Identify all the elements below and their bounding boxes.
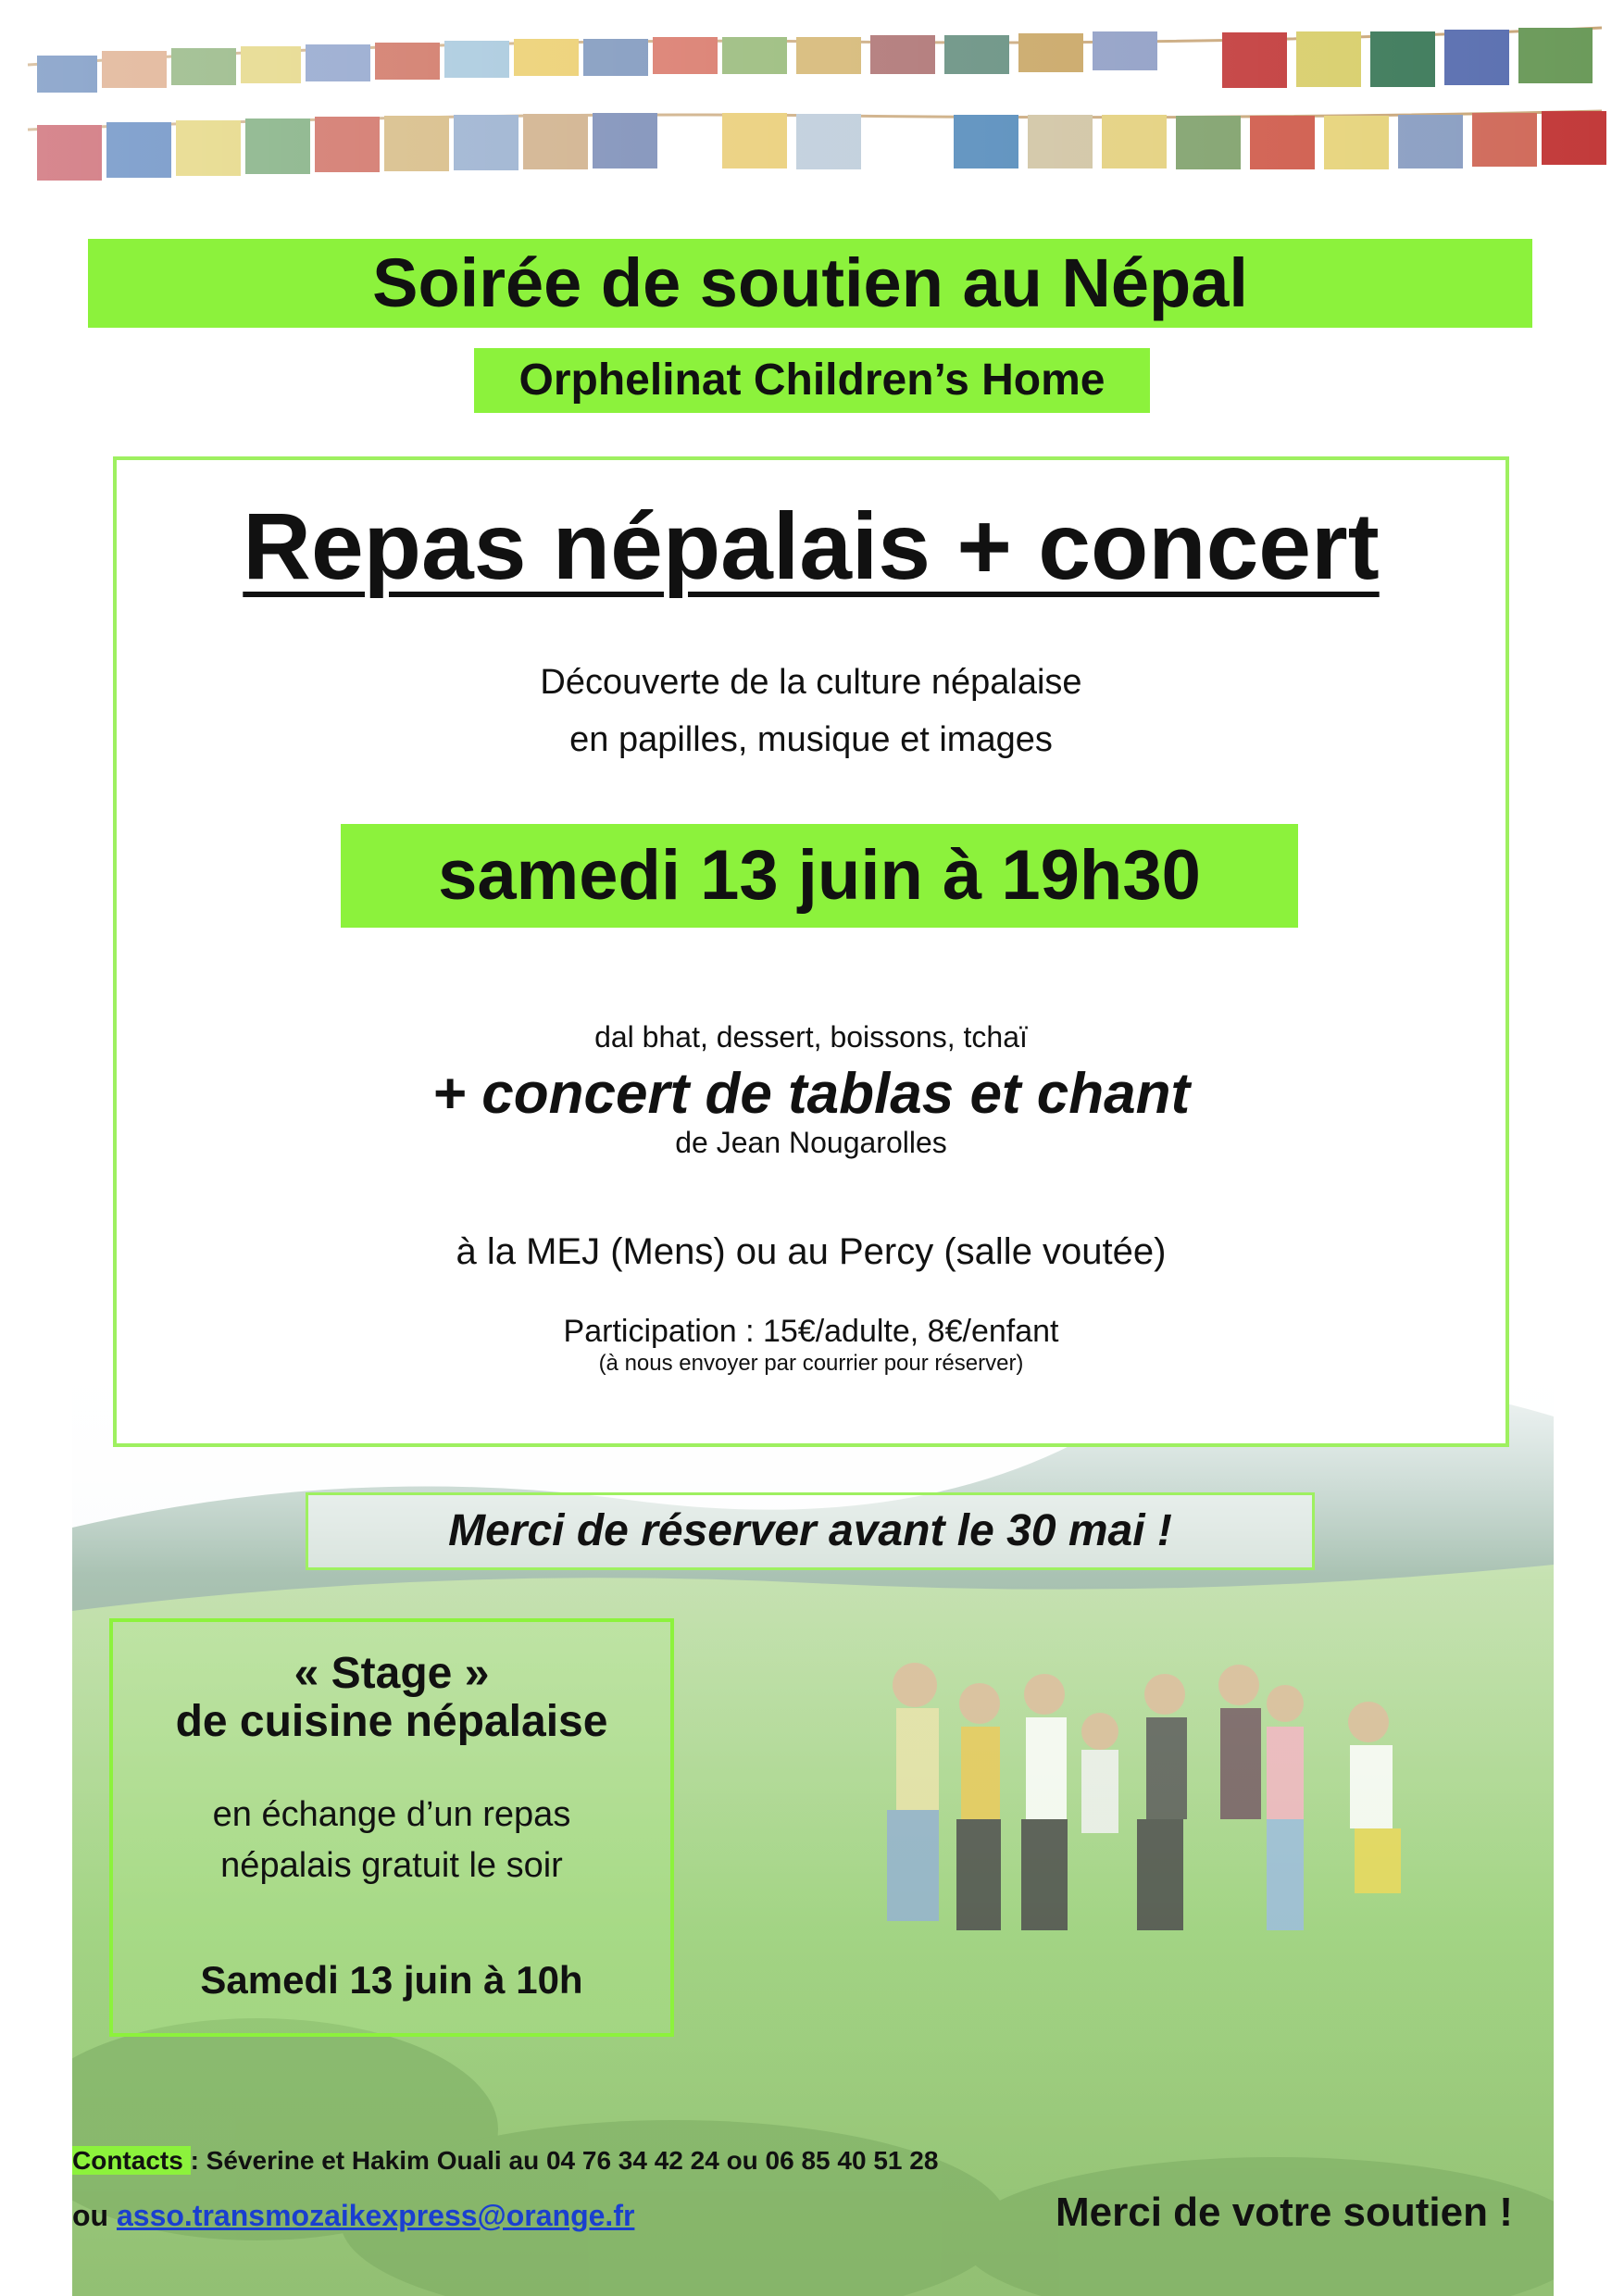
event-box bbox=[113, 456, 1509, 1447]
stage-title-line1: « Stage » bbox=[294, 1649, 490, 1698]
event-price-note: (à nous envoyer par courrier pour réserver) bbox=[598, 1351, 1024, 1376]
email-line bbox=[72, 2196, 634, 2235]
event-date: samedi 13 juin à 19h30 bbox=[438, 836, 1201, 915]
stage-title-line2: de cuisine népalaise bbox=[175, 1697, 608, 1746]
stage-description-line2: népalais gratuit le soir bbox=[220, 1846, 563, 1885]
email-link[interactable]: asso.transmozaikexpress@orange.fr bbox=[116, 2199, 635, 2232]
event-price: Participation : 15€/adulte, 8€/enfant bbox=[563, 1314, 1059, 1349]
event-concert: + concert de tablas et chant bbox=[431, 1062, 1191, 1126]
event-description-line2: en papilles, musique et images bbox=[569, 720, 1053, 759]
event-title-text: Repas népalais + concert bbox=[243, 493, 1380, 599]
email-prefix: ou bbox=[72, 2199, 117, 2232]
event-title bbox=[113, 491, 1509, 602]
event-venue: à la MEJ (Mens) ou au Percy (salle voutée) bbox=[456, 1231, 1167, 1272]
page-title: Soirée de soutien au Népal bbox=[372, 244, 1248, 321]
prayer-flags-image bbox=[0, 0, 1624, 222]
stage-description-line1: en échange d’un repas bbox=[212, 1795, 571, 1834]
event-description-line1: Découverte de la culture népalaise bbox=[540, 663, 1082, 702]
reserve-text: Merci de réserver avant le 30 mai ! bbox=[448, 1506, 1172, 1555]
page-subtitle: Orphelinat Children’s Home bbox=[518, 356, 1106, 405]
contacts-line bbox=[72, 2142, 938, 2179]
thanks-text: Merci de votre soutien ! bbox=[1056, 2190, 1513, 2235]
contacts-label: Contacts bbox=[72, 2146, 191, 2175]
stage-date: Samedi 13 juin à 10h bbox=[200, 1958, 583, 2002]
event-artist: de Jean Nougarolles bbox=[675, 1126, 947, 1159]
event-menu: dal bhat, dessert, boissons, tchaï bbox=[594, 1020, 1028, 1054]
contacts-text: : Séverine et Hakim Ouali au 04 76 34 42 24 ou 06 85 40 51 28 bbox=[190, 2146, 939, 2175]
